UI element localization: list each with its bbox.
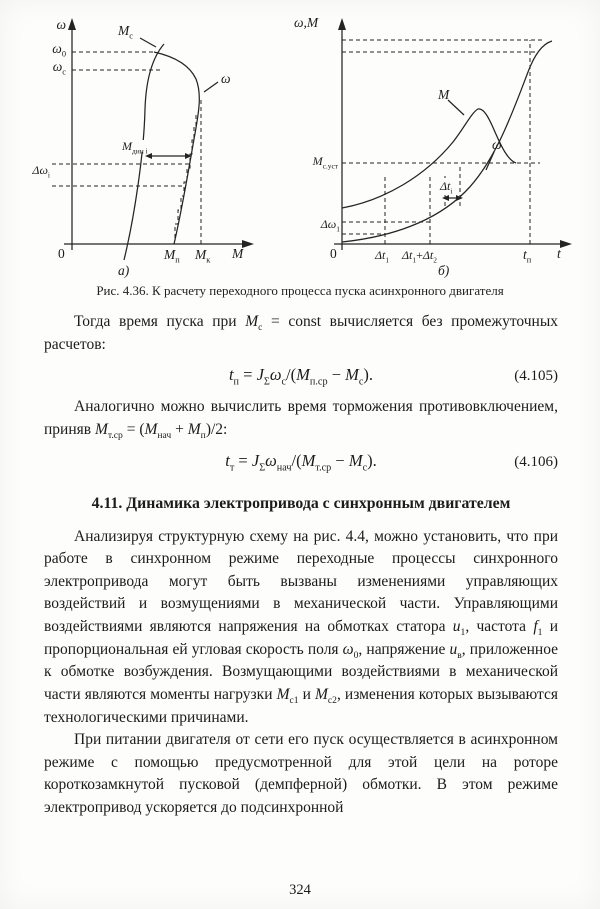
speed-curve-label: ω: [492, 137, 502, 152]
x-axis-label: M: [232, 246, 244, 261]
mk-axis-label: $M_к$: [195, 247, 211, 265]
x-axis-arrow-icon: [242, 240, 254, 248]
page-number: 324: [289, 882, 311, 898]
delta-omega-i-label: $\Delta\omega_i$: [32, 163, 50, 180]
y-axis-arrow-icon: [338, 18, 346, 30]
mp-axis-label: $M_п$: [164, 247, 180, 265]
y-axis-label: ω,M: [294, 15, 319, 30]
equation-4-105: [44, 365, 558, 388]
diagram-a: [24, 14, 266, 278]
formula-start-time: $t_п = J_\Sigma\omega_c/(M_{п.ср} - M_c)$.: [228, 365, 374, 388]
equation-4-106: [44, 451, 558, 471]
delta-ti-label: $\Delta t_i$: [440, 179, 453, 196]
equation-number: (4.106): [514, 453, 558, 470]
mc-curve-pointer: [140, 38, 156, 47]
m-dyn-label: $M_{дин i}$: [122, 139, 148, 156]
speed-curve-label: ω: [221, 71, 231, 86]
dt1-axis-label: $\Delta t_1$: [375, 248, 390, 265]
x-axis-label: t: [557, 246, 561, 261]
staircase-steps: [175, 112, 196, 238]
omega-curve-pointer: [204, 82, 218, 92]
delta-omega1-label: $\Delta\omega_1$: [320, 217, 340, 234]
paragraph-asynchronous-start: При питании двигателя от сети его пуск осуществляется в асинхронном режиме с помощью предусмотренной для этой цели на роторе короткозамкнутой пусковой (демпферной) обмотки. В этом режиме электропривод ускоряется до подсинхронной: [44, 731, 558, 816]
equation-number: (4.105): [514, 368, 558, 385]
diagram-b: [290, 14, 582, 278]
origin-label: 0: [58, 246, 65, 261]
paragraph-synchronous-analysis: Анализируя структурную схему на рис. 4.4, можно установить, что при работе в синхронном режиме переходные процессы синхронного электропривода могут быть вызваны изменениями управляющих воздействий и возмущениями в механической части. Управляющими воздействиями являются напряжения на обмотках статора $u_1$, частота $f_1$ и пропорциональная ей угловая скорость поля $\omega_0$, напряжение $u_в$, приложенное к обмотке возбуждения. Возмущающими воздействиями в механической части являются моменты нагрузки $M_{с1}$ и $M_{с2}$, изменения которых вызываются технологическими причинами.: [44, 527, 559, 726]
figure-4-36: [0, 0, 600, 278]
diagram-a-sublabel: а): [118, 263, 130, 278]
y-axis-arrow-icon: [68, 18, 76, 30]
text-column: [0, 299, 600, 820]
m-curve-pointer: [448, 100, 464, 115]
figure-caption: Рис. 4.36. К расчету переходного процесса пуска асинхронного двигателя: [96, 283, 504, 298]
omega0-label: $\omega_0$: [52, 41, 66, 59]
tp-axis-label: $t_п$: [523, 247, 532, 265]
section-heading-4-11: 4.11. Динамика электропривода с синхронным двигателем: [91, 494, 511, 512]
load-curve-label: $M_c$: [118, 23, 133, 41]
motor-torque-curve: [154, 52, 199, 244]
y-axis-label: ω: [56, 17, 66, 32]
formula-braking-time: $t_т = J_\Sigma\omega_{нач}/(M_{т.ср} - M_c)$.: [225, 450, 377, 473]
m-curve-label: M: [438, 87, 450, 102]
paragraph-braking-time: Аналогично можно вычислить время торможения противовключением, приняв $M_{т.ср} = (M_{нач} + M_п)/2$:: [44, 398, 558, 441]
paragraph-start-time: Тогда время пуска при $M_c$ = const вычисляется без промежуточных расчетов:: [44, 313, 559, 353]
diagram-b-sublabel: б): [438, 263, 450, 278]
mc-ust-label: $M_{с.уст}$: [312, 154, 338, 171]
speed-time-curve: [342, 41, 552, 242]
origin-label: 0: [330, 246, 337, 261]
dt1-dt2-axis-label: $\Delta t_1+\Delta t_2$: [402, 248, 437, 265]
x-axis-arrow-icon: [560, 240, 572, 248]
omega-curve-pointer: [486, 152, 494, 170]
omega-c-label: $\omega_c$: [52, 59, 66, 77]
